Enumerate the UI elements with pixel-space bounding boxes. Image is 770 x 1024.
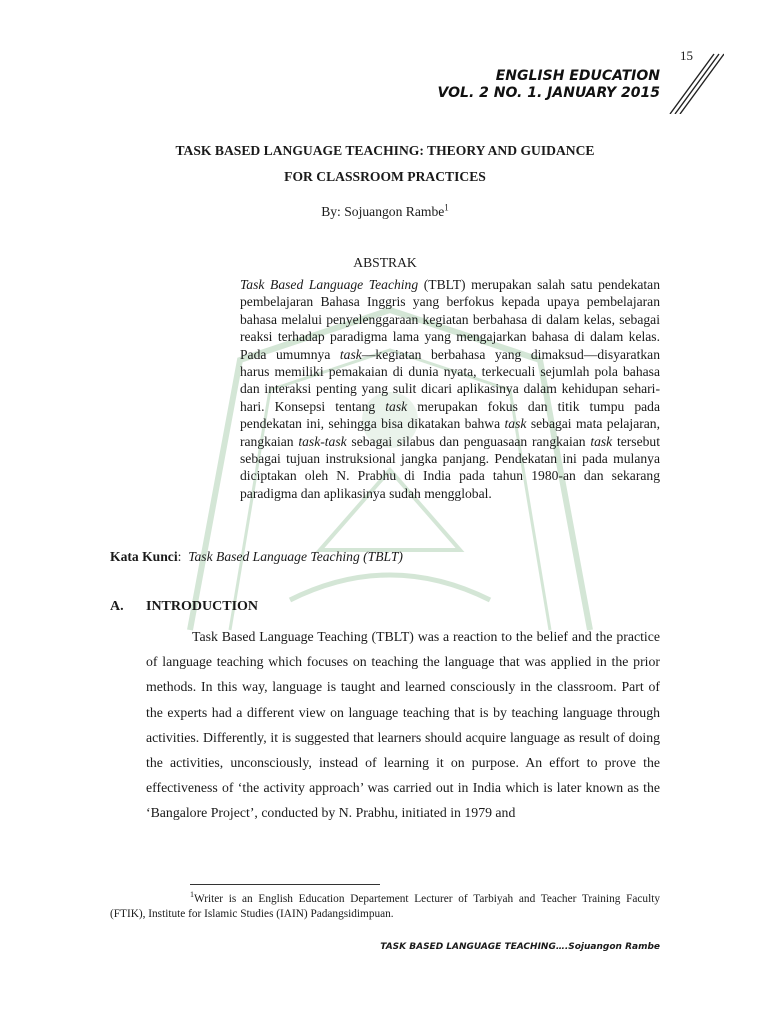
decorative-slashes <box>662 48 724 114</box>
abstract-body <box>240 276 660 502</box>
abstract-text-run: (TBLT) merupakan salah satu pendekatan pembelajaran Bahasa Inggris yang berfokus kepada upaya pembelajaran bahasa melalui penyelenggaraan kegiatan berbahasa di dalam kelas, sebagai reaksi terhadap paradigma lama yang mengajarkan bahasa di dalam kelas. Pada umumnya <box>240 277 661 362</box>
abstract-italic-term: task <box>385 398 408 414</box>
keywords-label: Kata Kunci <box>110 549 178 564</box>
journal-header <box>438 68 660 102</box>
section-label: A. <box>110 599 124 614</box>
abstract-italic-term: task-task <box>298 433 347 449</box>
abstract-italic-term: task <box>339 346 362 362</box>
footnote-mark: 1 <box>190 890 194 900</box>
footnote-text: Writer is an English Education Departement Lecturer of Tarbiyah and Teacher Training Faculty (FTIK), Institute for Islamic Studies (IAIN) Padangsidimpuan. <box>110 893 660 920</box>
abstract-text-run: sebagai silabus dan penguasaan rangkaian <box>346 433 591 449</box>
article-title-line-2: FOR CLASSROOM PRACTICES <box>284 169 486 184</box>
page-number: 15 <box>680 48 693 63</box>
section-heading-introduction <box>110 599 259 615</box>
abstract-text-run: merupakan fokus dan titik tumpu pada pendekatan ini, sehingga bisa dikatakan bahwa <box>240 398 660 432</box>
abstract-text-run: sebagai mata pelajaran, rangkaian <box>240 416 660 449</box>
article-title-line-1: TASK BASED LANGUAGE TEACHING: THEORY AND GUIDANCE <box>175 143 595 158</box>
introduction-body <box>146 624 660 826</box>
introduction-paragraph: Task Based Language Teaching (TBLT) was a reaction to the belief and the practice of language teaching which focuses on teaching the language that was applied in the prior methods. In this way, language is taught and learned consciously in the classroom. Part of the experts had a different view on language teaching that is by teaching language through activities. Differently, it is suggested that learners should acquire language as result of doing the activities, unconsciously, instead of learning it on purpose. An effort to prove the effectiveness of ‘the activity approach’ was carried out in India which is later known as the ‘Bangalore Project’, conducted by N. Prabhu, initiated in 1979 and <box>146 629 660 821</box>
journal-volume: VOL. 2 NO. 1. JANUARY 2015 <box>437 85 660 101</box>
abstract-italic-term: task <box>590 433 613 449</box>
keywords-separator: : <box>177 549 182 564</box>
author-name: By: Sojuangon Rambe <box>321 204 445 219</box>
keywords-value: Task Based Language Teaching (TBLT) <box>188 549 403 564</box>
abstract-italic-term: task <box>504 416 527 432</box>
author-footnote-mark: 1 <box>444 202 449 213</box>
author-byline <box>110 204 660 220</box>
footnote-divider <box>190 884 380 885</box>
abstract-heading: ABSTRAK <box>353 255 417 270</box>
running-footer: TASK BASED LANGUAGE TEACHING….Sojuangon Rambe <box>380 942 660 952</box>
abstract-italic-term: Task Based Language Teaching <box>240 277 419 292</box>
abstract-text-run: —kegiatan berbahasa yang dimaksud—disyaratkan harus memiliki pemakaian di dunia nyata, terkecuali sejumlah pola bahasa dan interaksi penting yang sulit dicari aplikasinya dalam kehidupan sehari-hari. Konsepsi tentang <box>240 346 660 414</box>
journal-name: ENGLISH EDUCATION <box>495 68 660 84</box>
footnote <box>110 892 660 922</box>
keywords-line <box>110 549 403 565</box>
abstract-text-run: tersebut sebagai tujuan instruksional jangka panjang. Pendekatan ini pada mulanya diciptakan oleh N. Prabhu di India pada tahun 1980-an dan sekarang paradigma dan aplikasinya sudah mengglobal. <box>240 433 660 501</box>
section-title: INTRODUCTION <box>146 599 259 614</box>
article-title <box>110 138 660 190</box>
